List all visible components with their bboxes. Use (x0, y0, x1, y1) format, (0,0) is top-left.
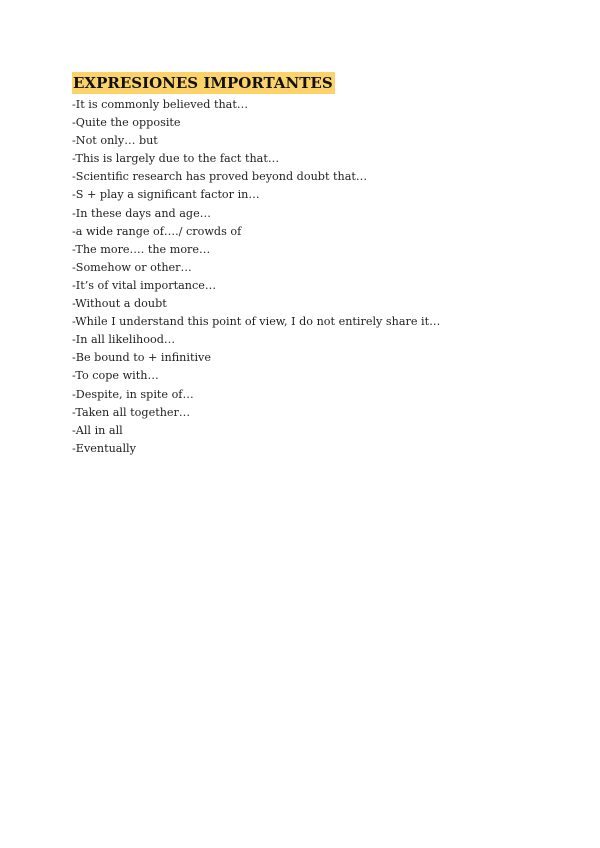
list-item: -It is commonly believed that… (72, 98, 249, 111)
list-item: -Without a doubt (72, 297, 167, 311)
expressions-list (72, 96, 542, 458)
list-item: -S + play a significant factor in… (72, 188, 260, 202)
list-item: -Not only… but (72, 134, 158, 148)
list-item: -This is largely due to the fact that… (72, 152, 280, 166)
list-item: -It’s of vital importance… (72, 278, 217, 292)
list-item: -Eventually (72, 441, 136, 455)
list-item: -To cope with… (72, 369, 159, 383)
list-item: -Taken all together… (72, 405, 191, 419)
list-item: -Be bound to + infinitive (72, 351, 211, 365)
document-content (72, 72, 542, 458)
document-heading: EXPRESIONES IMPORTANTES (73, 74, 333, 92)
list-item: -The more…. the more… (72, 242, 211, 256)
list-item: -Quite the opposite (72, 116, 181, 130)
list-item: -In these days and age… (72, 206, 211, 220)
list-item: -In all likelihood… (72, 333, 176, 347)
list-item: -Scientific research has proved beyond doubt that… (72, 170, 368, 184)
list-item: -Somehow or other… (72, 260, 192, 274)
list-item: -a wide range of…./ crowds of (72, 224, 242, 238)
list-item: -All in all (72, 423, 123, 437)
list-item: -While I understand this point of view, I do not entirely share it… (72, 315, 441, 329)
list-item: -Despite, in spite of… (72, 387, 194, 401)
